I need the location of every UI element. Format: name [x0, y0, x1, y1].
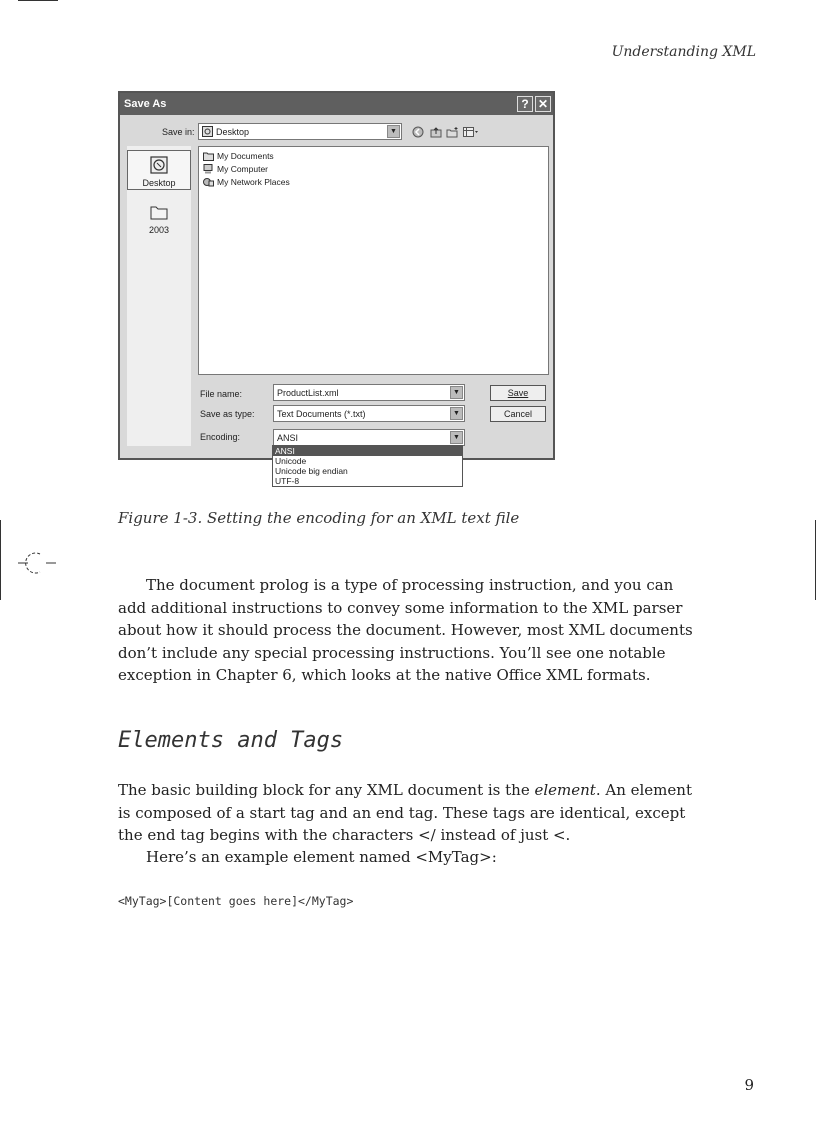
places-bar — [127, 146, 191, 446]
folder-icon — [148, 201, 170, 223]
encoding-dropdown-list[interactable] — [272, 445, 463, 487]
place-desktop[interactable] — [127, 150, 191, 190]
file-list[interactable] — [198, 146, 549, 375]
encoding-value: ANSI — [277, 432, 299, 443]
crop-mark-top — [18, 0, 58, 1]
help-button[interactable]: ? — [517, 96, 533, 112]
list-item[interactable] — [203, 164, 268, 174]
paragraph-text: . An element is composed of a start tag and an end tag. These tags are identical, except the end tag begins with the characters </ instead of just <. — [118, 781, 692, 844]
encoding-select[interactable] — [273, 429, 465, 446]
dialog-titlebar — [120, 93, 553, 115]
body-paragraph — [118, 846, 698, 869]
body-paragraph — [118, 779, 698, 847]
chevron-down-icon[interactable]: ▼ — [387, 125, 400, 138]
views-menu-icon[interactable] — [463, 126, 479, 138]
chevron-down-icon[interactable]: ▼ — [450, 431, 463, 444]
save-as-type-select[interactable] — [273, 405, 465, 422]
up-folder-icon[interactable] — [430, 126, 442, 138]
save-button[interactable]: Save — [490, 385, 546, 401]
encoding-option-utf8[interactable]: UTF-8 — [275, 476, 300, 486]
file-item-label: My Documents — [217, 151, 274, 161]
encoding-option-unicode-big-endian[interactable]: Unicode big endian — [275, 466, 348, 476]
save-as-type-label: Save as type: — [200, 409, 255, 419]
section-heading: Elements and Tags — [118, 728, 344, 753]
file-name-value: ProductList.xml — [277, 387, 339, 398]
save-as-type-value: Text Documents (*.txt) — [277, 408, 366, 419]
page-number: 9 — [744, 1076, 754, 1094]
chevron-down-icon[interactable]: ▼ — [450, 386, 463, 399]
running-head: Understanding XML — [611, 44, 756, 60]
desktop-folder-icon — [202, 126, 213, 137]
list-item[interactable] — [203, 177, 290, 187]
file-item-label: My Network Places — [217, 177, 290, 187]
list-item[interactable] — [203, 151, 274, 161]
figure-caption: Figure 1-3. Setting the encoding for an XML text file — [118, 509, 520, 527]
desktop-icon — [148, 154, 170, 176]
place-2003-label: 2003 — [148, 225, 170, 235]
code-example: <MyTag>[Content goes here]</MyTag> — [118, 894, 354, 908]
body-paragraph — [118, 574, 698, 687]
emphasized-term: element — [534, 781, 596, 799]
paragraph-text: The basic building block for any XML document is the — [118, 781, 535, 799]
place-2003[interactable] — [127, 201, 191, 235]
save-in-label: Save in: — [162, 127, 195, 137]
paragraph-text: The document prolog is a type of processing instruction, and you can add additional instructions to convey some information to the XML parser about how it should process the document. However, most XML documents don’t include any special processing instructions. You’ll see one notable exception in Chapter 6, which looks at the native Office XML formats. — [118, 576, 693, 684]
cancel-button[interactable]: Cancel — [490, 406, 546, 422]
my-documents-icon — [203, 151, 214, 161]
back-icon[interactable] — [412, 126, 424, 138]
crop-mark-left — [0, 520, 1, 600]
place-desktop-label: Desktop — [142, 178, 176, 188]
file-item-label: My Computer — [217, 164, 269, 174]
save-as-dialog — [118, 91, 555, 460]
registration-mark-icon — [16, 548, 56, 578]
encoding-option-ansi[interactable]: ANSI — [273, 446, 462, 456]
file-name-label: File name: — [200, 389, 243, 399]
save-in-value: Desktop — [216, 126, 250, 137]
new-folder-icon[interactable] — [446, 126, 459, 138]
dialog-title: Save As — [124, 98, 167, 110]
file-name-input[interactable] — [273, 384, 465, 401]
my-computer-icon — [203, 164, 214, 174]
close-button[interactable]: ✕ — [535, 96, 551, 112]
chevron-down-icon[interactable]: ▼ — [450, 407, 463, 420]
paragraph-text: Here’s an example element named <MyTag>: — [146, 848, 497, 866]
encoding-label: Encoding: — [200, 432, 241, 442]
encoding-option-unicode[interactable]: Unicode — [275, 456, 307, 466]
save-in-select[interactable] — [198, 123, 402, 140]
network-places-icon — [203, 177, 214, 187]
